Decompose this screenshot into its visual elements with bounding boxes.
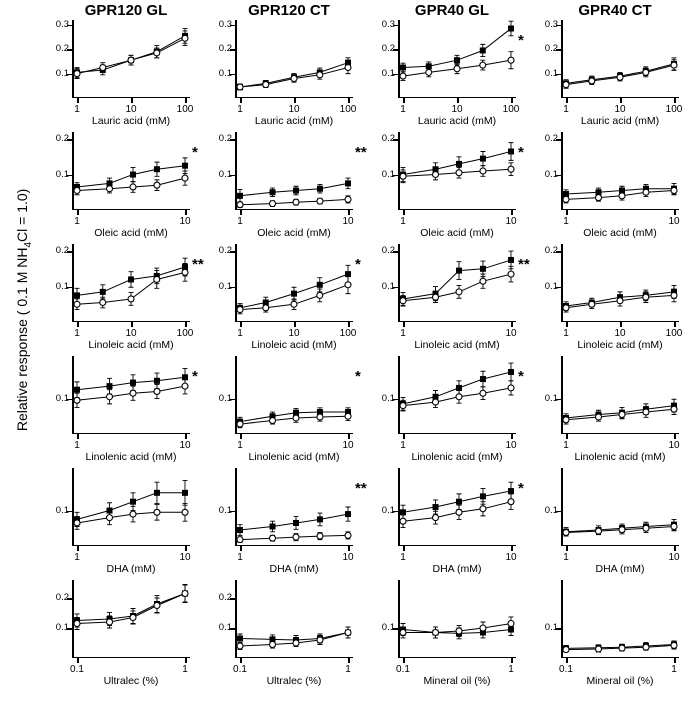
x-tick-label: 0.1 [233, 664, 247, 675]
x-tick-label: 1 [74, 328, 80, 339]
x-tick [240, 434, 242, 439]
x-tick-label: 10 [505, 328, 517, 339]
y-tick-label: 0.2 [381, 245, 395, 257]
y-tick-label: 0.1 [55, 168, 69, 180]
x-tick [511, 210, 513, 215]
plot-area [544, 18, 683, 115]
x-axis-title: DHA (mM) [432, 563, 482, 575]
x-tick-label: 1 [237, 328, 243, 339]
plot-area [55, 580, 190, 675]
x-tick-label: 100 [665, 328, 683, 339]
y-tick-label: 0.3 [544, 18, 558, 30]
y-tick-label: 0.1 [381, 504, 395, 516]
x-tick-label: 100 [339, 328, 357, 339]
x-tick [240, 98, 242, 103]
significance-marker: * [518, 480, 524, 497]
x-tick-label: 1 [74, 216, 80, 227]
x-tick [620, 322, 622, 327]
x-axis-title: Mineral oil (%) [586, 675, 654, 687]
x-tick [511, 434, 513, 439]
plot-area [381, 18, 520, 115]
plot-area [544, 244, 683, 339]
y-axis-label: Relative response ( 0.1 M $NH_4Cl = 1.0$) [14, 188, 34, 432]
chart-panel [46, 18, 206, 128]
plot-area [218, 356, 354, 451]
x-tick [566, 98, 568, 103]
y-tick-label: 0.1 [218, 280, 232, 292]
significance-marker: ** [355, 480, 367, 497]
series-layer [72, 468, 190, 546]
y-tick-label: 0.2 [218, 43, 232, 55]
y-tick-label: 0.2 [381, 43, 395, 55]
x-tick [77, 658, 79, 663]
y-tick-label: 0.2 [544, 245, 558, 257]
x-tick [674, 322, 676, 327]
series-layer [561, 244, 679, 322]
y-tick-label: 0.2 [544, 43, 558, 55]
x-tick-label: 1 [563, 216, 569, 227]
chart-panel [209, 130, 369, 240]
x-axis-title: Linoleic acid (mM) [414, 339, 500, 351]
x-tick [566, 434, 568, 439]
series-layer [72, 580, 190, 658]
x-tick [185, 210, 187, 215]
x-tick-label: 1 [400, 216, 406, 227]
chart-panel [209, 466, 369, 576]
y-tick-label: 0.1 [544, 622, 558, 633]
y-tick-label: 0.1 [381, 168, 395, 180]
x-tick-label: 100 [502, 104, 520, 115]
x-tick [348, 546, 350, 551]
x-axis-title: Lauric acid (mM) [91, 115, 171, 127]
x-tick-label: 100 [176, 328, 194, 339]
series-layer [235, 244, 353, 322]
plot-area [381, 468, 517, 563]
chart-panel [372, 18, 532, 128]
x-tick-label: 10 [125, 104, 137, 115]
y-tick-label: 0.1 [55, 504, 69, 516]
x-tick [77, 322, 79, 327]
x-tick-label: 0.1 [70, 664, 84, 675]
chart-panel [535, 130, 695, 240]
x-tick-label: 10 [614, 328, 626, 339]
x-tick-label: 10 [342, 552, 354, 563]
column-header-2: GPR40 GL [414, 2, 490, 19]
column-header-3: GPR40 CT [578, 2, 652, 19]
x-tick-label: 1 [400, 440, 406, 451]
y-tick-label: 0.1 [55, 280, 69, 292]
x-tick-label: 10 [179, 440, 191, 451]
x-tick-label: 100 [339, 104, 357, 115]
x-tick-label: 10 [451, 104, 463, 115]
chart-panel [535, 354, 695, 464]
series-layer [398, 20, 516, 98]
y-tick-label: 0.1 [381, 622, 395, 633]
x-axis-title: Mineral oil (%) [423, 675, 491, 687]
series-layer [398, 132, 516, 210]
x-axis-title: DHA (mM) [106, 563, 156, 575]
x-tick [620, 98, 622, 103]
chart-panel [535, 466, 695, 576]
x-tick [511, 98, 513, 103]
x-axis-title: Oleic acid (mM) [583, 227, 657, 239]
x-axis-title: DHA (mM) [595, 563, 645, 575]
x-tick-label: 10 [668, 216, 680, 227]
y-tick-label: 0.1 [218, 504, 232, 516]
y-tick-label: 0.1 [218, 622, 232, 633]
x-tick [185, 658, 187, 663]
x-tick [185, 98, 187, 103]
x-tick [348, 322, 350, 327]
column-header-1: GPR120 CT [248, 2, 330, 19]
x-tick-label: 10 [342, 216, 354, 227]
x-axis-title: Lauric acid (mM) [580, 115, 660, 127]
y-tick-label: 0.2 [544, 133, 558, 145]
x-tick [294, 322, 296, 327]
x-tick [77, 98, 79, 103]
x-tick [348, 98, 350, 103]
y-tick-label: 0.2 [218, 245, 232, 257]
series-layer [398, 580, 516, 658]
plot-area [55, 356, 191, 451]
series-layer [235, 468, 353, 546]
x-tick [348, 658, 350, 663]
series-layer [72, 132, 190, 210]
y-tick-label: 0.2 [55, 592, 69, 603]
plot-area [218, 132, 354, 227]
x-tick [294, 98, 296, 103]
x-axis-title: Lauric acid (mM) [254, 115, 334, 127]
x-tick [348, 434, 350, 439]
y-tick-label: 0.1 [55, 622, 69, 633]
x-tick [457, 98, 459, 103]
chart-panel [372, 354, 532, 464]
plot-area [544, 132, 680, 227]
x-tick-label: 1 [671, 664, 677, 675]
x-tick-label: 10 [505, 440, 517, 451]
chart-panel [372, 130, 532, 240]
x-tick-label: 1 [182, 664, 188, 675]
series-layer [72, 356, 190, 434]
x-tick [240, 546, 242, 551]
x-tick-label: 10 [505, 216, 517, 227]
x-tick [403, 658, 405, 663]
y-tick-label: 0.1 [218, 67, 232, 79]
x-tick-label: 10 [668, 440, 680, 451]
y-tick-label: 0.3 [218, 18, 232, 30]
x-tick [566, 322, 568, 327]
plot-area [544, 468, 680, 563]
y-tick-label: 0.1 [381, 392, 395, 404]
x-tick-label: 10 [505, 552, 517, 563]
series-layer [398, 468, 516, 546]
y-tick-label: 0.1 [55, 67, 69, 79]
column-header-0: GPR120 GL [84, 2, 168, 19]
plot-area [381, 244, 517, 339]
x-tick [674, 210, 676, 215]
significance-marker: ** [355, 144, 367, 161]
x-tick-label: 0.1 [396, 664, 410, 675]
x-tick-label: 10 [288, 104, 300, 115]
chart-panel [535, 578, 695, 688]
x-tick [240, 658, 242, 663]
series-layer [235, 20, 353, 98]
x-tick-label: 10 [179, 552, 191, 563]
x-tick [185, 434, 187, 439]
series-layer [561, 580, 679, 658]
x-tick-label: 1 [508, 664, 514, 675]
plot-area [381, 356, 517, 451]
x-axis-title: Linoleic acid (mM) [251, 339, 337, 351]
x-axis-title: Oleic acid (mM) [420, 227, 494, 239]
series-layer [72, 244, 190, 322]
x-axis-title: Oleic acid (mM) [94, 227, 168, 239]
x-tick [566, 658, 568, 663]
chart-panel [46, 578, 206, 688]
y-tick-label: 0.3 [55, 18, 69, 30]
x-axis-title: Linolenic acid (mM) [411, 451, 503, 463]
series-layer [72, 20, 190, 98]
x-tick-label: 1 [563, 104, 569, 115]
significance-marker: * [355, 256, 361, 273]
plot-area [55, 468, 191, 563]
x-tick-label: 10 [288, 328, 300, 339]
y-tick-label: 0.2 [55, 133, 69, 145]
x-tick [131, 98, 133, 103]
x-axis-title: Linoleic acid (mM) [577, 339, 663, 351]
plot-area [544, 356, 680, 451]
plot-area [381, 132, 517, 227]
x-tick [511, 322, 513, 327]
x-tick-label: 1 [563, 552, 569, 563]
y-tick-label: 0.3 [381, 18, 395, 30]
x-tick [131, 322, 133, 327]
plot-area [55, 132, 191, 227]
plot-area [55, 18, 194, 115]
x-tick [674, 546, 676, 551]
x-tick-label: 1 [237, 104, 243, 115]
chart-panel [372, 242, 532, 352]
x-tick [674, 434, 676, 439]
x-tick-label: 100 [176, 104, 194, 115]
panel-grid [46, 0, 700, 720]
x-tick-label: 1 [345, 664, 351, 675]
series-layer [561, 468, 679, 546]
x-tick-label: 0.1 [559, 664, 573, 675]
y-tick-label: 0.1 [218, 392, 232, 404]
x-tick-label: 1 [74, 552, 80, 563]
x-axis-title: Oleic acid (mM) [257, 227, 331, 239]
x-tick [566, 210, 568, 215]
chart-panel [535, 242, 695, 352]
x-axis-title: Lauric acid (mM) [417, 115, 497, 127]
y-tick-label: 0.2 [218, 592, 232, 603]
x-tick-label: 10 [668, 552, 680, 563]
y-tick-label: 0.2 [55, 43, 69, 55]
y-tick-label: 0.1 [381, 67, 395, 79]
x-tick-label: 1 [74, 440, 80, 451]
x-tick [566, 546, 568, 551]
plot-area [55, 244, 194, 339]
y-tick-label: 0.2 [381, 133, 395, 145]
chart-panel [209, 354, 369, 464]
x-axis-title: DHA (mM) [269, 563, 319, 575]
x-tick-label: 1 [563, 328, 569, 339]
plot-area [544, 580, 679, 675]
y-axis-label-container [0, 0, 46, 720]
y-tick-label: 0.1 [544, 67, 558, 79]
x-tick-label: 1 [237, 440, 243, 451]
y-tick-label: 0.2 [55, 245, 69, 257]
chart-panel [535, 18, 695, 128]
plot-area [218, 468, 354, 563]
x-tick-label: 10 [125, 328, 137, 339]
significance-marker: * [518, 32, 524, 49]
x-tick-label: 1 [563, 440, 569, 451]
chart-panel [209, 578, 369, 688]
series-layer [561, 132, 679, 210]
y-tick-label: 0.1 [381, 280, 395, 292]
x-tick [240, 322, 242, 327]
chart-panel [209, 242, 369, 352]
x-axis-title: Linoleic acid (mM) [88, 339, 174, 351]
chart-panel [209, 18, 369, 128]
y-tick-label: 0.1 [544, 392, 558, 404]
significance-marker: * [192, 144, 198, 161]
x-tick [403, 98, 405, 103]
x-tick [403, 210, 405, 215]
x-tick [403, 434, 405, 439]
x-tick [403, 546, 405, 551]
y-tick-label: 0.1 [544, 504, 558, 516]
x-tick [77, 210, 79, 215]
x-tick-label: 1 [400, 552, 406, 563]
series-layer [398, 356, 516, 434]
significance-marker: * [192, 368, 198, 385]
x-tick [511, 546, 513, 551]
x-tick-label: 1 [237, 216, 243, 227]
x-tick-label: 1 [400, 328, 406, 339]
x-tick [348, 210, 350, 215]
x-axis-title: Linolenic acid (mM) [85, 451, 177, 463]
series-layer [235, 356, 353, 434]
x-tick [403, 322, 405, 327]
plot-area [218, 18, 357, 115]
chart-panel [46, 242, 206, 352]
x-tick-label: 100 [665, 104, 683, 115]
x-tick [240, 210, 242, 215]
x-tick [185, 546, 187, 551]
x-axis-title: Linolenic acid (mM) [574, 451, 666, 463]
x-tick [77, 434, 79, 439]
x-tick [77, 546, 79, 551]
chart-panel [372, 466, 532, 576]
x-tick-label: 1 [400, 104, 406, 115]
series-layer [235, 580, 353, 658]
y-tick-label: 0.2 [218, 133, 232, 145]
significance-marker: ** [518, 256, 530, 273]
significance-marker: * [355, 368, 361, 385]
significance-marker: * [518, 368, 524, 385]
x-tick-label: 1 [74, 104, 80, 115]
x-tick [185, 322, 187, 327]
y-tick-label: 0.1 [55, 392, 69, 404]
plot-area [381, 580, 516, 675]
series-layer [235, 132, 353, 210]
series-layer [561, 356, 679, 434]
y-tick-label: 0.1 [218, 168, 232, 180]
y-tick-label: 0.1 [544, 280, 558, 292]
x-tick-label: 10 [342, 440, 354, 451]
significance-marker: * [518, 144, 524, 161]
x-tick-label: 1 [237, 552, 243, 563]
chart-panel [46, 466, 206, 576]
significance-marker: ** [192, 256, 204, 273]
chart-panel [372, 578, 532, 688]
x-tick-label: 10 [614, 104, 626, 115]
x-tick [674, 658, 676, 663]
series-layer [561, 20, 679, 98]
series-layer [398, 244, 516, 322]
x-tick [674, 98, 676, 103]
x-axis-title: Ultralec (%) [103, 675, 159, 687]
x-axis-title: Linolenic acid (mM) [248, 451, 340, 463]
plot-area [218, 244, 357, 339]
x-tick-label: 10 [179, 216, 191, 227]
x-tick [511, 658, 513, 663]
chart-panel [46, 354, 206, 464]
x-axis-title: Ultralec (%) [266, 675, 322, 687]
plot-area [218, 580, 353, 675]
y-tick-label: 0.1 [544, 168, 558, 180]
chart-panel [46, 130, 206, 240]
